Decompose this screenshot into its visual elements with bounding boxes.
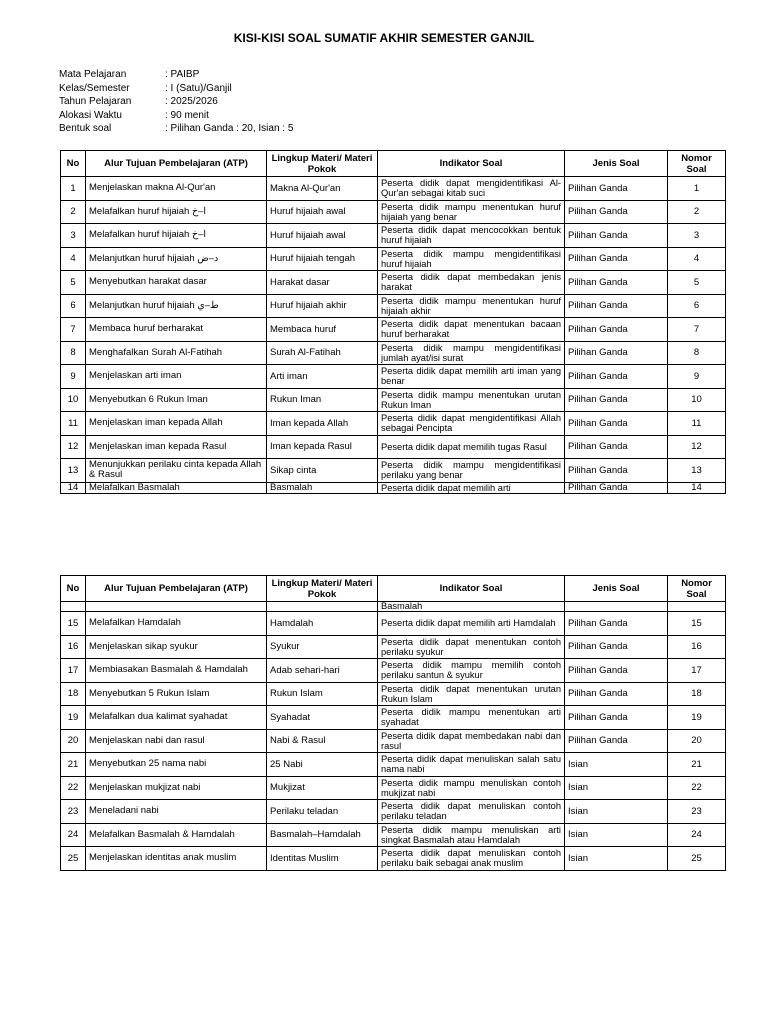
cell-materi: Hamdalah <box>267 612 378 636</box>
cell-no: 12 <box>61 435 86 459</box>
cell-jenis: Pilihan Ganda <box>565 271 668 295</box>
table-row <box>61 271 726 295</box>
cell-indikator: Peserta didik mampu menentukan urutan Rukun Iman <box>378 388 565 412</box>
cell-jenis: Pilihan Ganda <box>565 341 668 365</box>
cell-no: 24 <box>61 823 86 847</box>
cell-indikator: Peserta didik dapat menuliskan contoh perilaku baik sebagai anak muslim <box>378 847 565 871</box>
cell-atp: Menyebutkan harakat dasar <box>86 271 267 295</box>
cell-atp: Melafalkan dua kalimat syahadat <box>86 706 267 730</box>
cell-no: 11 <box>61 412 86 436</box>
cell-materi: Perilaku teladan <box>267 800 378 824</box>
cell-indikator: Peserta didik dapat membedakan nabi dan rasul <box>378 729 565 753</box>
header-materi: Lingkup Materi/ Materi Pokok <box>267 151 378 177</box>
table-row <box>61 200 726 224</box>
table-row-continuation <box>61 602 726 612</box>
cell-indikator: Peserta didik dapat menuliskan contoh perilaku teladan <box>378 800 565 824</box>
cell-jenis: Pilihan Ganda <box>565 682 668 706</box>
cell-nomor: 13 <box>668 459 726 483</box>
cell-atp: Menyebutkan 5 Rukun Islam <box>86 682 267 706</box>
cell-nomor: 19 <box>668 706 726 730</box>
cell-indikator: Peserta didik mampu menentukan huruf hijaiah yang benar <box>378 200 565 224</box>
cell-no: 8 <box>61 341 86 365</box>
cell-nomor: 14 <box>668 482 726 493</box>
cell-jenis: Pilihan Ganda <box>565 706 668 730</box>
cell-materi: Huruf hijaiah awal <box>267 200 378 224</box>
table-row <box>61 659 726 683</box>
cell-no: 17 <box>61 659 86 683</box>
header-jenis: Jenis Soal <box>565 151 668 177</box>
cell-indikator: Peserta didik dapat mengidentifikasi Allah sebagai Pencipta <box>378 412 565 436</box>
cell-indikator: Peserta didik mampu menentukan arti syahadat <box>378 706 565 730</box>
cell-atp: Melanjutkan huruf hijaiah د–ض <box>86 247 267 271</box>
cell-no: 3 <box>61 224 86 248</box>
cell-indikator: Peserta didik mampu menuliskan contoh mukjizat nabi <box>378 776 565 800</box>
table-row <box>61 706 726 730</box>
meta-label: Alokasi Waktu <box>59 109 122 121</box>
page-title: KISI-KISI SOAL SUMATIF AKHIR SEMESTER GANJIL <box>233 31 535 45</box>
cell-jenis: Pilihan Ganda <box>565 412 668 436</box>
meta-row <box>59 95 293 109</box>
cell-indikator: Peserta didik dapat mengidentifikasi Al-Qur'an sebagai kitab suci <box>378 177 565 201</box>
cell-indikator: Peserta didik mampu menentukan huruf hijaiah akhir <box>378 294 565 318</box>
table-row <box>61 800 726 824</box>
meta-label: Mata Pelajaran <box>59 69 127 80</box>
cell-jenis: Pilihan Ganda <box>565 435 668 459</box>
cell-nomor: 1 <box>668 177 726 201</box>
cell-materi: Nabi & Rasul <box>267 729 378 753</box>
cell-indikator: Peserta didik dapat menentukan contoh perilaku syukur <box>378 635 565 659</box>
cell-no <box>61 602 86 612</box>
cell-atp: Menjelaskan nabi dan rasul <box>86 729 267 753</box>
cell-materi: Adab sehari-hari <box>267 659 378 683</box>
cell-jenis: Isian <box>565 800 668 824</box>
cell-nomor: 23 <box>668 800 726 824</box>
cell-materi: Mukjizat <box>267 776 378 800</box>
cell-no: 16 <box>61 635 86 659</box>
cell-nomor: 7 <box>668 318 726 342</box>
table-row <box>61 729 726 753</box>
cell-jenis: Pilihan Ganda <box>565 659 668 683</box>
meta-value: : I (Satu)/Ganjil <box>165 82 232 94</box>
cell-jenis: Pilihan Ganda <box>565 459 668 483</box>
cell-nomor: 20 <box>668 729 726 753</box>
cell-nomor: 11 <box>668 412 726 436</box>
cell-no: 1 <box>61 177 86 201</box>
table-row <box>61 753 726 777</box>
cell-nomor: 4 <box>668 247 726 271</box>
cell-jenis: Isian <box>565 753 668 777</box>
cell-nomor: 2 <box>668 200 726 224</box>
cell-jenis: Isian <box>565 776 668 800</box>
cell-materi: Huruf hijaiah awal <box>267 224 378 248</box>
cell-materi: Basmalah <box>267 482 378 493</box>
cell-no: 9 <box>61 365 86 389</box>
cell-materi: Basmalah–Hamdalah <box>267 823 378 847</box>
cell-nomor: 16 <box>668 635 726 659</box>
cell-jenis: Pilihan Ganda <box>565 612 668 636</box>
cell-nomor: 24 <box>668 823 726 847</box>
cell-atp: Menyebutkan 25 nama nabi <box>86 753 267 777</box>
cell-indikator: Peserta didik dapat membedakan jenis harakat <box>378 271 565 295</box>
cell-jenis <box>565 602 668 612</box>
cell-no: 25 <box>61 847 86 871</box>
cell-nomor: 22 <box>668 776 726 800</box>
document-meta <box>59 68 293 136</box>
cell-no: 13 <box>61 459 86 483</box>
cell-indikator: Peserta didik dapat memilih arti <box>378 482 565 493</box>
meta-label: Bentuk soal <box>59 123 112 135</box>
cell-materi: 25 Nabi <box>267 753 378 777</box>
header-jenis: Jenis Soal <box>565 576 668 602</box>
cell-materi: Huruf hijaiah tengah <box>267 247 378 271</box>
cell-atp: Melanjutkan huruf hijaiah ط–ي <box>86 294 267 318</box>
cell-materi: Rukun Islam <box>267 682 378 706</box>
cell-indikator: Peserta didik mampu mengidentifikasi jumlah ayat/isi surat <box>378 341 565 365</box>
cell-nomor: 6 <box>668 294 726 318</box>
cell-atp: Menjelaskan mukjizat nabi <box>86 776 267 800</box>
cell-materi: Huruf hijaiah akhir <box>267 294 378 318</box>
cell-no: 21 <box>61 753 86 777</box>
cell-materi: Sikap cinta <box>267 459 378 483</box>
header-materi: Lingkup Materi/ Materi Pokok <box>267 576 378 602</box>
cell-indikator: Peserta didik mampu menuliskan arti singkat Basmalah atau Hamdalah <box>378 823 565 847</box>
cell-atp: Menjelaskan arti iman <box>86 365 267 389</box>
header-atp: Alur Tujuan Pembelajaran (ATP) <box>86 576 267 602</box>
cell-atp: Menyebutkan 6 Rukun Iman <box>86 388 267 412</box>
cell-jenis: Pilihan Ganda <box>565 318 668 342</box>
cell-indikator: Peserta didik mampu mengidentifikasi perilaku yang benar <box>378 459 565 483</box>
cell-no: 4 <box>61 247 86 271</box>
cell-no: 23 <box>61 800 86 824</box>
cell-jenis: Pilihan Ganda <box>565 200 668 224</box>
table-row <box>61 294 726 318</box>
cell-jenis: Pilihan Ganda <box>565 247 668 271</box>
table-row <box>61 412 726 436</box>
table-row <box>61 388 726 412</box>
cell-nomor: 18 <box>668 682 726 706</box>
cell-atp: Melafalkan Basmalah <box>86 482 267 493</box>
table-row <box>61 318 726 342</box>
table-row <box>61 776 726 800</box>
cell-atp: Menghafalkan Surah Al-Fatihah <box>86 341 267 365</box>
table-row <box>61 435 726 459</box>
meta-row <box>59 82 293 96</box>
table-row <box>61 482 726 493</box>
table-row <box>61 341 726 365</box>
header-atp: Alur Tujuan Pembelajaran (ATP) <box>86 151 267 177</box>
cell-indikator: Peserta didik dapat memilih arti Hamdalah <box>378 612 565 636</box>
cell-atp: Menjelaskan iman kepada Rasul <box>86 435 267 459</box>
cell-atp: Menunjukkan perilaku cinta kepada Allah & Rasul <box>86 459 267 483</box>
cell-no: 15 <box>61 612 86 636</box>
meta-label: Tahun Pelajaran <box>59 96 132 108</box>
cell-materi: Identitas Muslim <box>267 847 378 871</box>
cell-atp: Menjelaskan sikap syukur <box>86 635 267 659</box>
header-indikator: Indikator Soal <box>378 151 565 177</box>
header-no: No <box>61 151 86 177</box>
cell-no: 18 <box>61 682 86 706</box>
cell-nomor: 21 <box>668 753 726 777</box>
cell-no: 20 <box>61 729 86 753</box>
cell-materi: Membaca huruf <box>267 318 378 342</box>
cell-materi: Syukur <box>267 635 378 659</box>
table-row <box>61 365 726 389</box>
cell-materi <box>267 602 378 612</box>
cell-indikator: Peserta didik dapat menentukan bacaan huruf berharakat <box>378 318 565 342</box>
cell-nomor: 5 <box>668 271 726 295</box>
meta-label: Kelas/Semester <box>59 82 130 94</box>
cell-jenis: Isian <box>565 847 668 871</box>
cell-nomor: 25 <box>668 847 726 871</box>
cell-atp: Melafalkan Hamdalah <box>86 612 267 636</box>
cell-indikator: Peserta didik dapat memilih arti iman yang benar <box>378 365 565 389</box>
cell-atp: Meneladani nabi <box>86 800 267 824</box>
cell-indikator: Peserta didik dapat menuliskan salah satu nama nabi <box>378 753 565 777</box>
meta-row <box>59 122 293 136</box>
cell-indikator: Peserta didik dapat mencocokkan bentuk huruf hijaiah <box>378 224 565 248</box>
cell-indikator: Basmalah <box>378 602 565 612</box>
cell-no: 5 <box>61 271 86 295</box>
table-row <box>61 823 726 847</box>
cell-jenis: Pilihan Ganda <box>565 365 668 389</box>
header-nomor: Nomor Soal <box>668 151 726 177</box>
cell-materi: Syahadat <box>267 706 378 730</box>
meta-value: : PAIBP <box>165 69 200 80</box>
cell-materi: Iman kepada Allah <box>267 412 378 436</box>
cell-nomor: 17 <box>668 659 726 683</box>
cell-materi: Surah Al-Fatihah <box>267 341 378 365</box>
cell-atp: Membaca huruf berharakat <box>86 318 267 342</box>
cell-atp: Menjelaskan identitas anak muslim <box>86 847 267 871</box>
cell-jenis: Pilihan Ganda <box>565 482 668 493</box>
cell-no: 19 <box>61 706 86 730</box>
cell-jenis: Isian <box>565 823 668 847</box>
cell-atp: Melafalkan huruf hijaiah ا–خ <box>86 224 267 248</box>
table-row <box>61 847 726 871</box>
meta-row <box>59 109 293 123</box>
header-nomor: Nomor Soal <box>668 576 726 602</box>
cell-jenis: Pilihan Ganda <box>565 729 668 753</box>
cell-atp: Menjelaskan makna Al-Qur'an <box>86 177 267 201</box>
cell-jenis: Pilihan Ganda <box>565 388 668 412</box>
meta-value: : 2025/2026 <box>165 96 218 108</box>
cell-jenis: Pilihan Ganda <box>565 177 668 201</box>
cell-nomor: 12 <box>668 435 726 459</box>
meta-row <box>59 68 293 82</box>
cell-atp <box>86 602 267 612</box>
table-row <box>61 177 726 201</box>
cell-materi: Makna Al-Qur'an <box>267 177 378 201</box>
cell-atp: Melafalkan huruf hijaiah ا–خ <box>86 200 267 224</box>
header-no: No <box>61 576 86 602</box>
cell-nomor <box>668 602 726 612</box>
cell-no: 7 <box>61 318 86 342</box>
cell-nomor: 15 <box>668 612 726 636</box>
cell-no: 10 <box>61 388 86 412</box>
cell-atp: Membiasakan Basmalah & Hamdalah <box>86 659 267 683</box>
cell-nomor: 8 <box>668 341 726 365</box>
cell-materi: Iman kepada Rasul <box>267 435 378 459</box>
cell-no: 6 <box>61 294 86 318</box>
cell-atp: Menjelaskan iman kepada Allah <box>86 412 267 436</box>
kisi-table-1 <box>60 150 726 494</box>
table-row <box>61 224 726 248</box>
kisi-table-2 <box>60 575 726 871</box>
header-indikator: Indikator Soal <box>378 576 565 602</box>
cell-jenis: Pilihan Ganda <box>565 224 668 248</box>
table-row <box>61 635 726 659</box>
cell-no: 22 <box>61 776 86 800</box>
table-row <box>61 247 726 271</box>
cell-jenis: Pilihan Ganda <box>565 294 668 318</box>
table-row <box>61 612 726 636</box>
cell-no: 14 <box>61 482 86 493</box>
cell-nomor: 9 <box>668 365 726 389</box>
table-row <box>61 459 726 483</box>
cell-indikator: Peserta didik dapat menentukan urutan Rukun Islam <box>378 682 565 706</box>
meta-value: : Pilihan Ganda : 20, Isian : 5 <box>165 123 294 135</box>
meta-value: : 90 menit <box>165 109 209 121</box>
cell-materi: Harakat dasar <box>267 271 378 295</box>
cell-nomor: 10 <box>668 388 726 412</box>
cell-materi: Rukun Iman <box>267 388 378 412</box>
cell-indikator: Peserta didik dapat memilih tugas Rasul <box>378 435 565 459</box>
cell-materi: Arti iman <box>267 365 378 389</box>
table-row <box>61 682 726 706</box>
cell-no: 2 <box>61 200 86 224</box>
cell-jenis: Pilihan Ganda <box>565 635 668 659</box>
cell-nomor: 3 <box>668 224 726 248</box>
cell-atp: Melafalkan Basmalah & Hamdalah <box>86 823 267 847</box>
cell-indikator: Peserta didik mampu mengidentifikasi huruf hijaiah <box>378 247 565 271</box>
cell-indikator: Peserta didik mampu memilih contoh perilaku santun & syukur <box>378 659 565 683</box>
